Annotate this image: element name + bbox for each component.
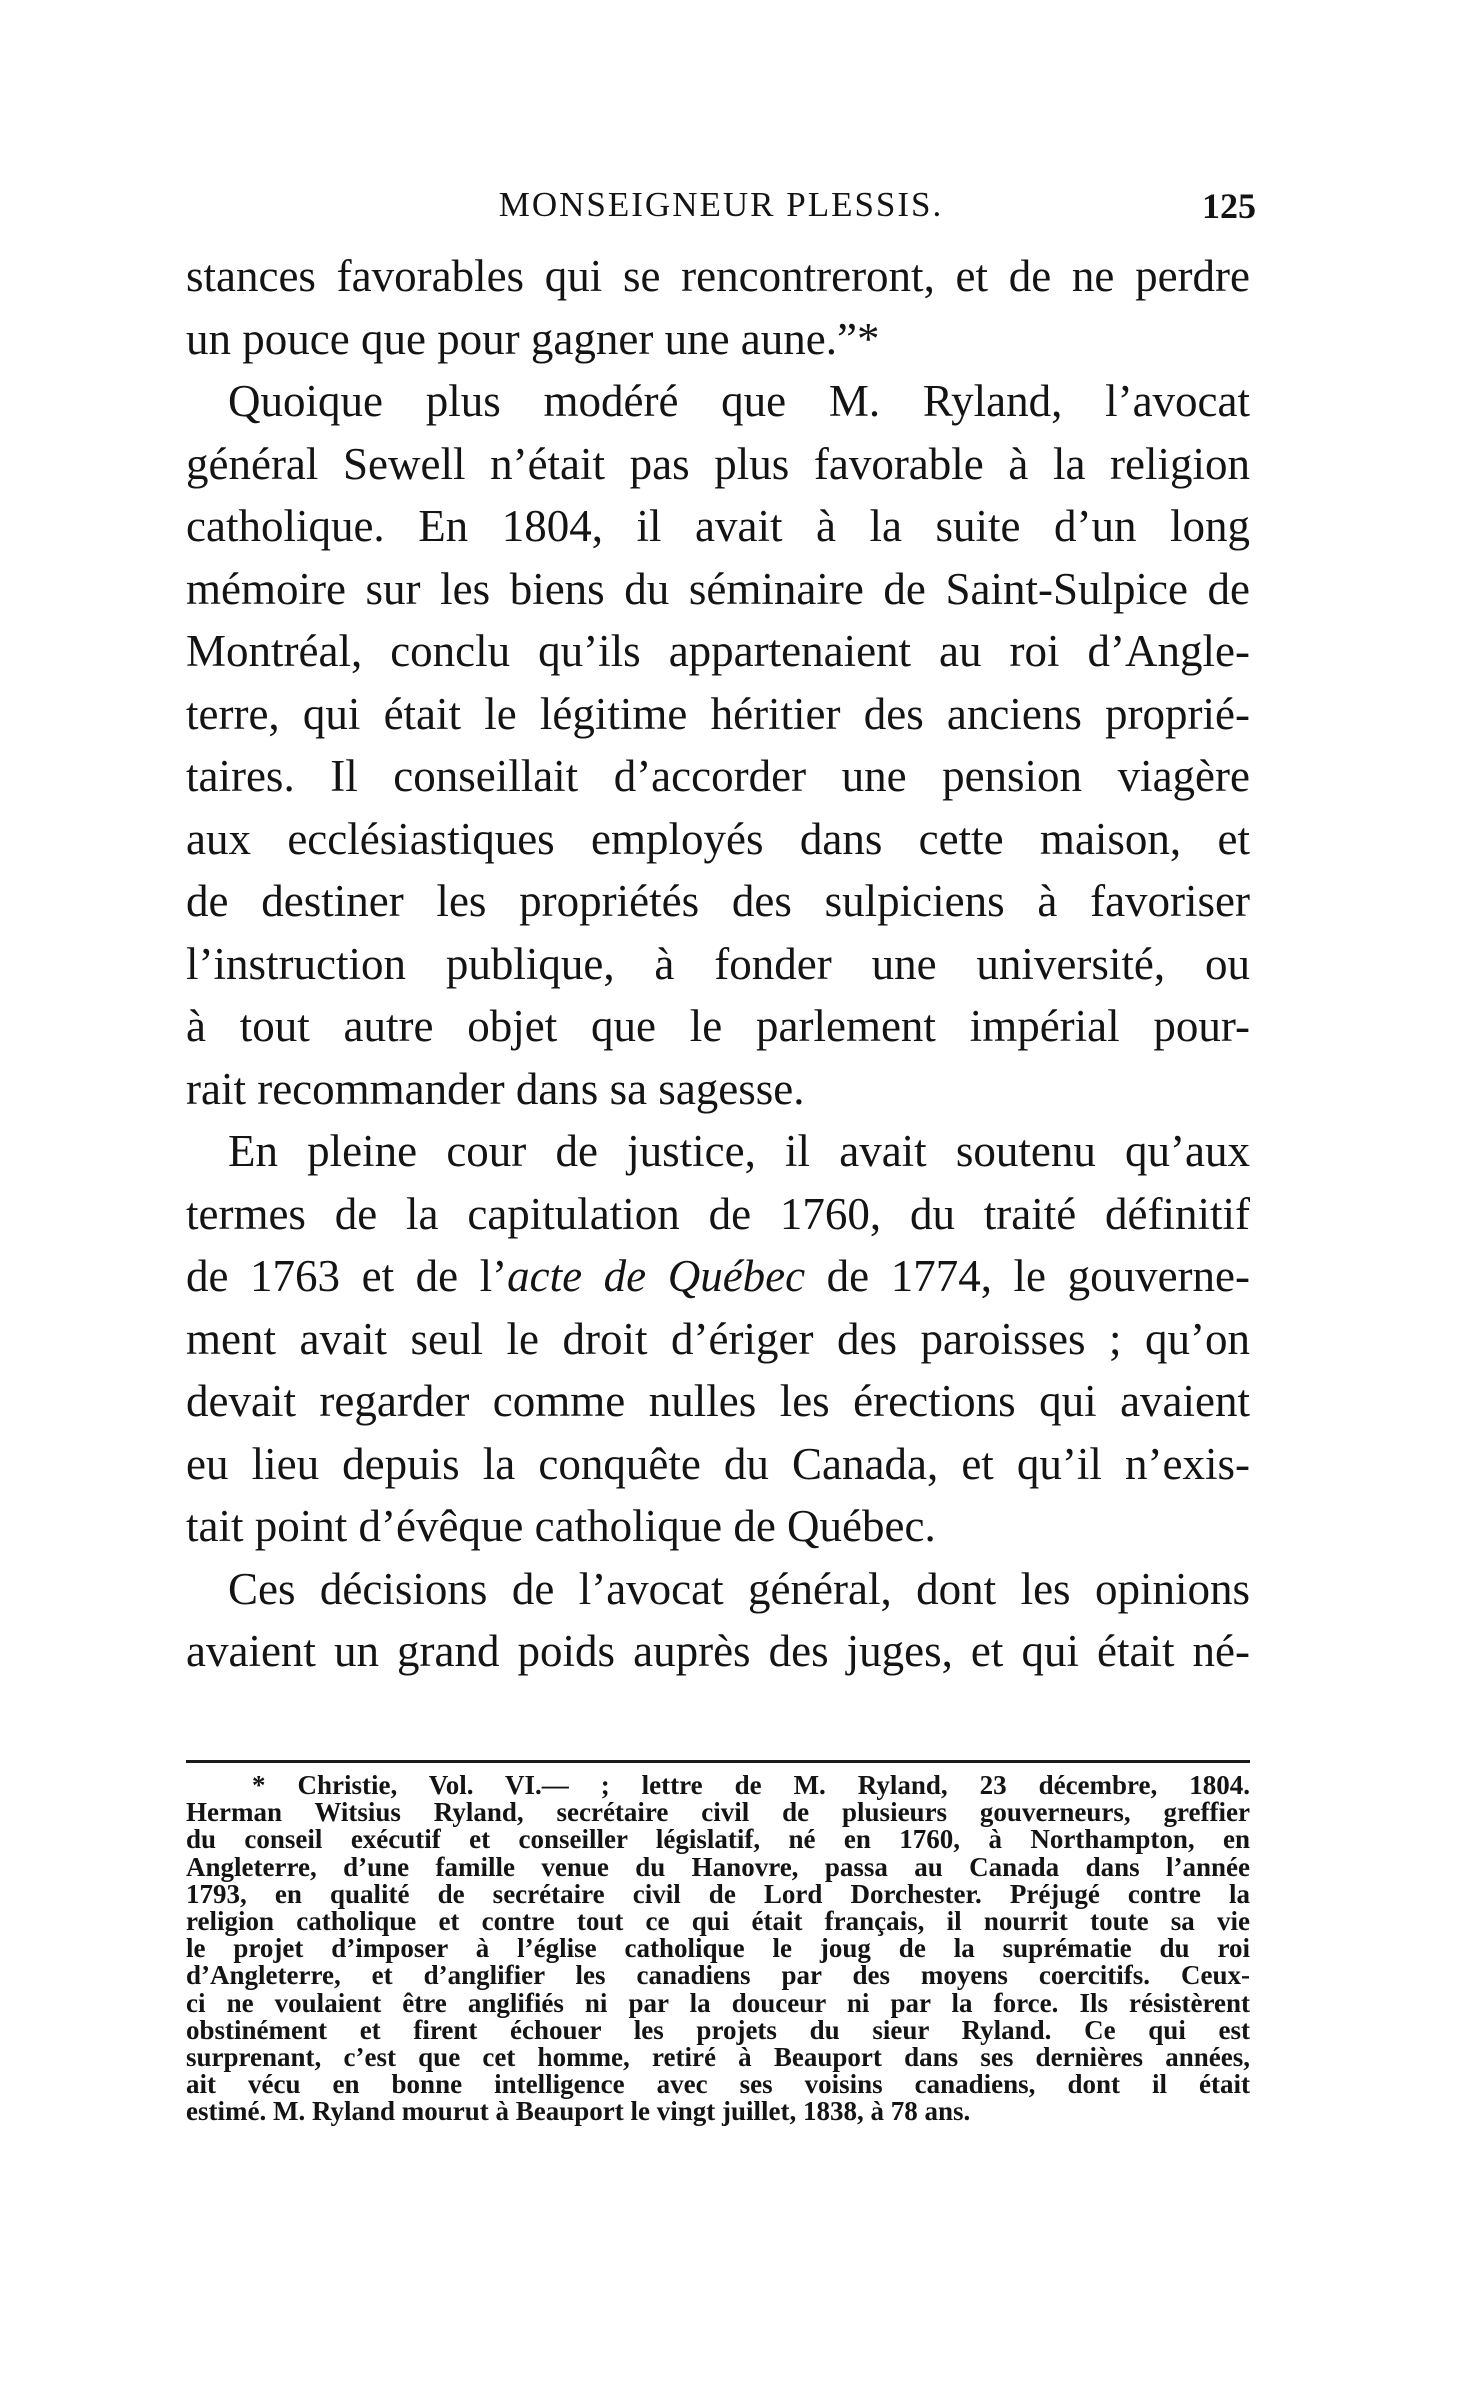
footnote-line: le projet d’imposer à l’église catholique le joug de la suprématie du roi (186, 1933, 1250, 1964)
body-line: taires. Il conseillait d’accorder une pension viagère (186, 751, 1250, 801)
body-line-with-italic (186, 1245, 1250, 1308)
footnote-line: * Christie, Vol. VI.— ; lettre de M. Ryland, 23 décembre, 1804. (252, 1770, 1250, 1800)
page-header (186, 185, 1256, 235)
body-line: aux ecclésiastiques employés dans cette maison, et (186, 813, 1250, 864)
body-line: avaient un grand poids auprès des juges, et qui était né- (186, 1626, 1250, 1676)
footnote-line: obstinément et firent échouer les projets du sieur Ryland. Ce qui est (186, 2014, 1250, 2045)
body-line: Ces décisions de l’avocat général, dont les opinions (228, 1563, 1250, 1614)
body-line: rait recommander dans sa sagesse. (186, 1063, 805, 1114)
body-line: tait point d’évêque catholique de Québec. (186, 1501, 936, 1551)
body-line-part: de 1774, le gouverne- (805, 1251, 1250, 1301)
body-line: stances favorables qui se rencontreront, et de ne perdre (186, 251, 1250, 301)
body-line: mémoire sur les biens du séminaire de Saint-Sulpice de (186, 563, 1250, 614)
page-number: 125 (1202, 186, 1256, 226)
footnote-line: Angleterre, d’une famille venue du Hanovre, passa au Canada dans l’année (186, 1851, 1250, 1882)
body-text (186, 245, 1250, 1683)
body-line: de destiner les propriétés des sulpiciens à favoriser (186, 876, 1250, 926)
body-line: eu lieu depuis la conquête du Canada, et qu’il n’exis- (186, 1438, 1250, 1489)
body-line: termes de la capitulation de 1760, du traité définitif (186, 1188, 1250, 1239)
footnote-line: d’Angleterre, et d’anglifier les canadiens par des moyens coercitifs. Ceux- (186, 1960, 1250, 1991)
body-line: général Sewell n’était pas plus favorable à la religion (186, 438, 1250, 489)
body-line: devait regarder comme nulles les érections qui avaient (186, 1376, 1250, 1426)
body-line: En pleine cour de justice, il avait soutenu qu’aux (228, 1126, 1250, 1176)
footnote-line: 1793, en qualité de secrétaire civil de Lord Dorchester. Préjugé contre la (186, 1878, 1250, 1909)
body-line: ment avait seul le droit d’ériger des paroisses ; qu’on (186, 1313, 1250, 1364)
footnote-line: Herman Witsius Ryland, secrétaire civil de plusieurs gouverneurs, greffier (186, 1797, 1250, 1828)
italic-title: acte de Québec (507, 1251, 806, 1301)
running-title: MONSEIGNEUR PLESSIS. (498, 185, 944, 224)
body-line: à tout autre objet que le parlement impérial pour- (186, 1001, 1250, 1051)
body-line: l’instruction publique, à fonder une université, ou (186, 938, 1250, 989)
body-line: Montréal, conclu qu’ils appartenaient au roi d’Angle- (186, 626, 1250, 676)
body-line: un pouce que pour gagner une aune.”* (186, 313, 880, 364)
footnote (186, 1772, 1250, 2126)
footnote-line: ait vécu en bonne intelligence avec ses voisins canadiens, dont il était (186, 2069, 1250, 2100)
footnote-line: surprenant, c’est que cet homme, retiré à Beauport dans ses dernières années, (186, 2042, 1250, 2073)
footnote-line: religion catholique et contre tout ce qui était français, il nourrit toute sa vie (186, 1906, 1250, 1937)
footnote-line: ci ne voulaient être anglifiés ni par la douceur ni par la force. Ils résistèrent (186, 1987, 1250, 2018)
body-line-part: de 1763 et de l’ (186, 1251, 508, 1301)
footnote-divider (186, 1760, 1250, 1763)
footnote-line: du conseil exécutif et conseiller législatif, né en 1760, à Northampton, en (186, 1824, 1250, 1855)
body-line: Quoique plus modéré que M. Ryland, l’avocat (228, 376, 1250, 426)
footnote-line: estimé. M. Ryland mourut à Beauport le vingt juillet, 1838, à 78 ans. (186, 2096, 971, 2127)
body-line: terre, qui était le légitime héritier des anciens proprié- (186, 688, 1250, 739)
body-line: catholique. En 1804, il avait à la suite d’un long (186, 501, 1250, 551)
